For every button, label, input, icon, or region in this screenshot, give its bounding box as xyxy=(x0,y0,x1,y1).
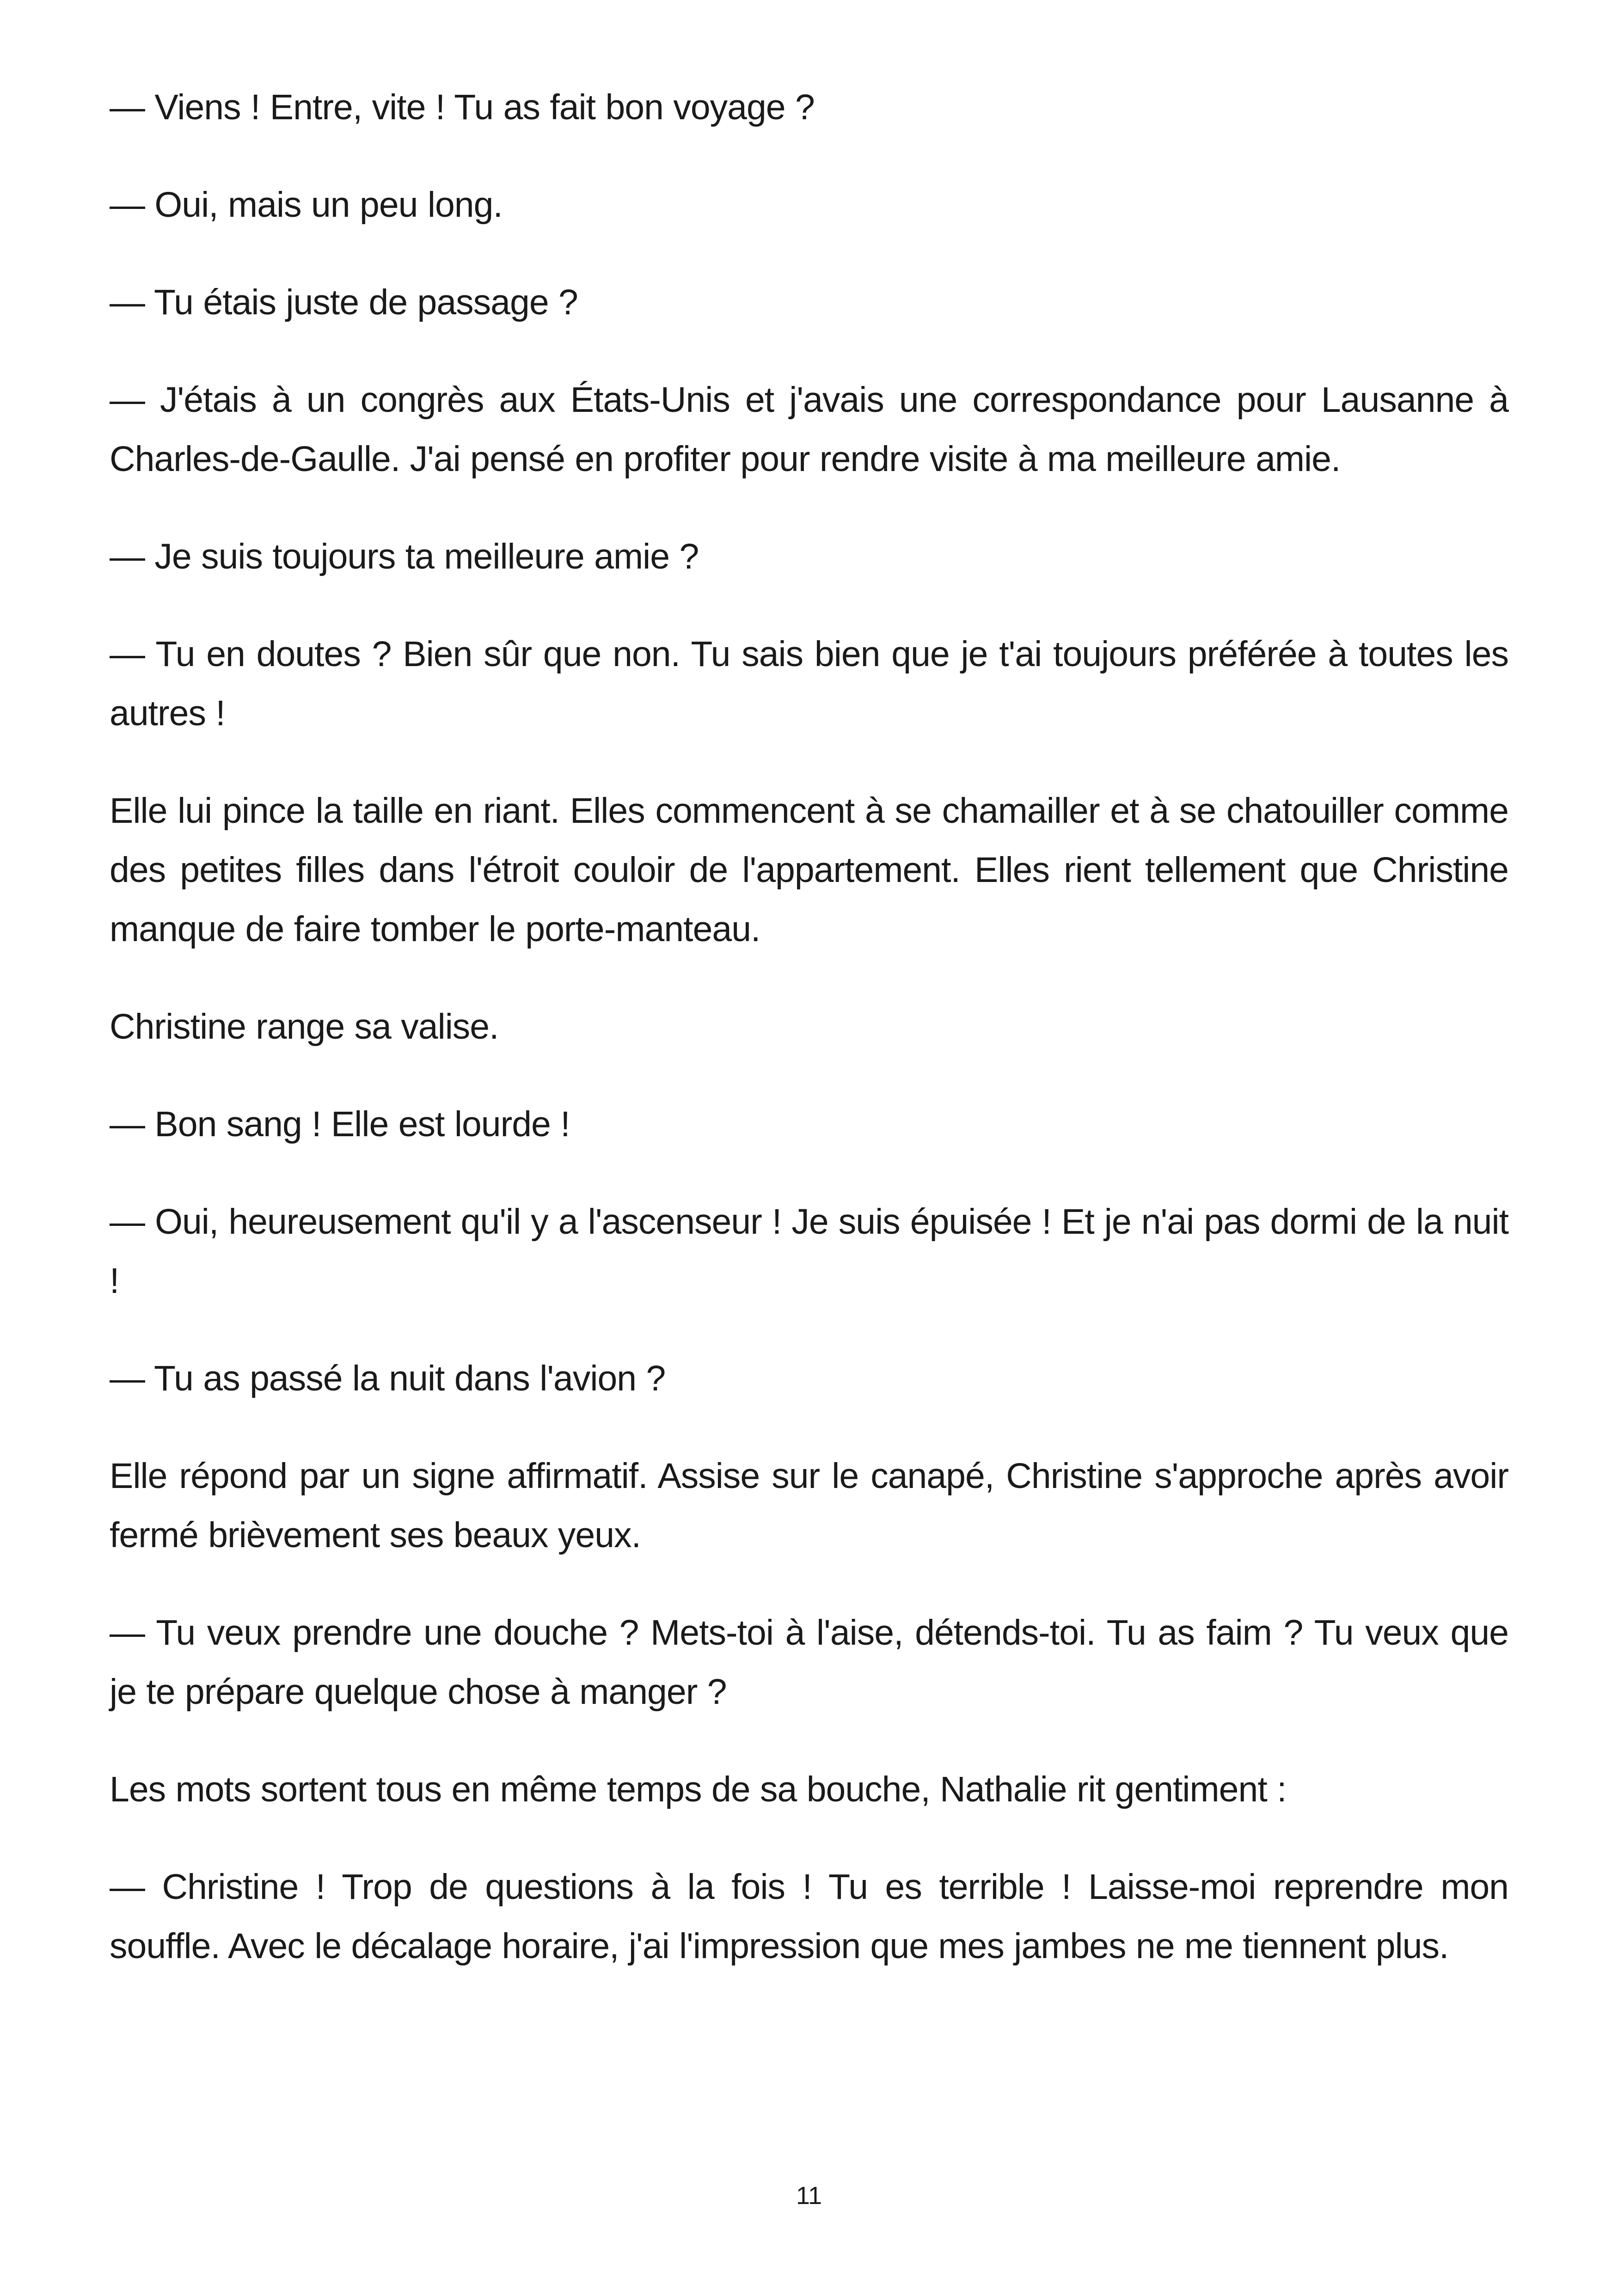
paragraph: — J'étais à un congrès aux États-Unis et j'avais une correspondance pour Lausanne à Charles-de-Gaulle. J'ai pensé en profiter pour rendre visite à ma meilleure amie. xyxy=(110,380,1508,479)
text-body xyxy=(110,78,1508,2014)
paragraph: — Oui, heureusement qu'il y a l'ascenseur ! Je suis épuisée ! Et je n'ai pas dormi de la nuit ! xyxy=(110,1202,1508,1301)
paragraph: Les mots sortent tous en même temps de sa bouche, Nathalie rit gentiment : xyxy=(110,1769,1287,1809)
paragraph: — Je suis toujours ta meilleure amie ? xyxy=(110,537,699,576)
paragraph: — Tu veux prendre une douche ? Mets-toi à l'aise, détends-toi. Tu as faim ? Tu veux que je te prépare quelque chose à manger ? xyxy=(110,1613,1508,1712)
paragraph: — Bon sang ! Elle est lourde ! xyxy=(110,1104,570,1144)
paragraph: — Tu as passé la nuit dans l'avion ? xyxy=(110,1359,666,1398)
paragraph: — Christine ! Trop de questions à la fois ! Tu es terrible ! Laisse-moi reprendre mon souffle. Avec le décalage horaire, j'ai l'impression que mes jambes ne me tiennent plus. xyxy=(110,1867,1508,1966)
page-number: 11 xyxy=(796,2182,822,2210)
paragraph: — Tu étais juste de passage ? xyxy=(110,282,578,322)
paragraph: Elle répond par un signe affirmatif. Assise sur le canapé, Christine s'approche après avoir fermé brièvement ses beaux yeux. xyxy=(110,1456,1508,1555)
paragraph: Elle lui pince la taille en riant. Elles commencent à se chamailler et à se chatouiller comme des petites filles dans l'étroit couloir de l'appartement. Elles rient tellement que Christine manque de faire tomber le porte-manteau. xyxy=(110,791,1508,949)
paragraph: Christine range sa valise. xyxy=(110,1007,499,1047)
paragraph: — Oui, mais un peu long. xyxy=(110,185,503,225)
paragraph: — Viens ! Entre, vite ! Tu as fait bon voyage ? xyxy=(110,87,815,127)
paragraph: — Tu en doutes ? Bien sûr que non. Tu sais bien que je t'ai toujours préférée à toutes les autres ! xyxy=(110,634,1508,733)
